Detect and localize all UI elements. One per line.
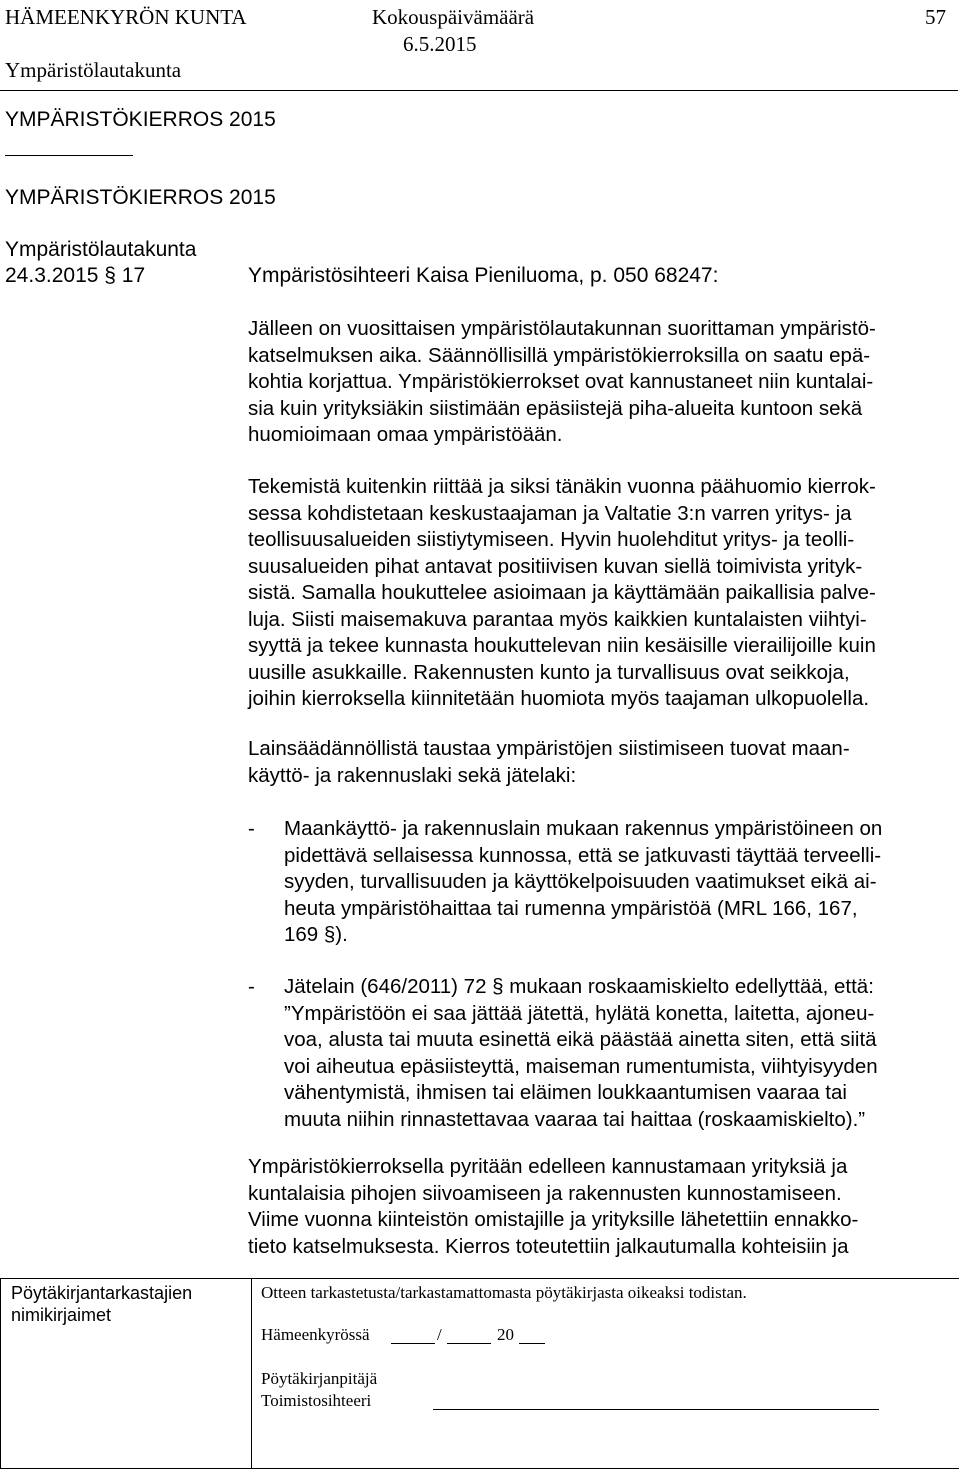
text-line: heuta ympäristöhaittaa tai rumenna ympäristöä (MRL 166, 167, xyxy=(284,896,858,920)
header-body-name: Ympäristölautakunta xyxy=(5,58,182,82)
day-blank xyxy=(391,1343,435,1344)
text-line: 169 §). xyxy=(284,923,348,946)
text-line: Jälleen on vuosittaisen ympäristölautakunnan suorittaman ympäristö- xyxy=(248,317,876,340)
text-line: Tekemistä kuitenkin riittää ja siksi tänäkin vuonna päähuomio kierrok- xyxy=(248,475,876,498)
year-blank xyxy=(519,1343,545,1344)
text-line: kuntalaisia pihojen siivoamiseen ja rakennusten kunnostamiseen. xyxy=(248,1181,842,1205)
text-line: muuta niihin rinnastettavaa vaaraa tai haittaa (roskaamiskielto).” xyxy=(284,1107,866,1131)
date-slash: / xyxy=(437,1325,442,1344)
text-line: tieto katselmuksesta. Kierros toteutettiin jalkautumalla kohteisiin ja xyxy=(248,1234,849,1258)
text-line: syyden, turvallisuuden ja käyttökelpoisuuden vaatimukset eikä ai- xyxy=(284,870,877,893)
year-prefix: 20 xyxy=(497,1325,514,1344)
text-line: suusalueiden pihat antavat positiivisen kuvan siellä toimivista yrityk- xyxy=(248,554,863,578)
bullet-dash: - xyxy=(248,817,255,840)
header-rule xyxy=(0,90,958,91)
text-line: pidettävä sellaisessa kunnossa, että se jatkuvasti täyttää terveelli- xyxy=(284,843,882,867)
text-line: kohtia korjattua. Ympäristökierrokset ovat kannustaneet niin kuntalai- xyxy=(248,370,874,393)
text-line: Jätelain (646/2011) 72 § mukaan roskaamiskielto edellyttää, että: xyxy=(284,975,874,998)
initials-label-1: Pöytäkirjantarkastajien xyxy=(11,1283,193,1303)
footer-divider xyxy=(251,1279,252,1468)
text-line: voa, alusta tai muuta esinettä eikä päästää ainetta siten, että siitä xyxy=(284,1028,877,1051)
text-line: Lainsäädännöllistä taustaa ympäristöjen siistimiseen tuovat maan- xyxy=(248,737,850,760)
meeting-date: 6.5.2015 xyxy=(403,32,477,56)
text-line: uusille asukkaille. Rakennusten kunto ja turvallisuus ovat seikkoja, xyxy=(248,660,850,684)
paragraph-closing xyxy=(248,1154,948,1260)
text-line: käyttö- ja rakennuslaki sekä jätelaki: xyxy=(248,763,577,787)
text-line: katselmuksen aika. Säännöllisillä ympäristökierroksilla on saatu epä- xyxy=(248,343,871,367)
text-line: ”Ympäristöön ei saa jättää jätettä, hylätä konetta, laitetta, ajoneu- xyxy=(284,1001,875,1025)
place-label: Hämeenkyrössä xyxy=(261,1325,370,1344)
text-line: teollisuusalueiden siistiytymiseen. Hyvin huolehditut yritys- ja teolli- xyxy=(248,528,855,551)
certification-text: Otteen tarkastetusta/tarkastamattomasta pöytäkirjasta oikeaksi todistan. xyxy=(261,1283,747,1302)
presenter-line: Ympäristösihteeri Kaisa Pieniluoma, p. 050 68247: xyxy=(248,264,719,287)
municipality-name: HÄMEENKYRÖN KUNTA xyxy=(5,5,247,29)
keeper-label: Pöytäkirjanpitäjä xyxy=(261,1369,378,1388)
text-line: joihin kierroksella kiinnitetään huomiota myös taajaman ulkopuolella. xyxy=(248,687,870,710)
paragraph-legislation xyxy=(248,736,948,789)
keeper-title: Toimistosihteeri xyxy=(261,1391,372,1410)
text-line: sessa kohdistetaan keskustaajaman ja Valtatie 3:n varren yritys- ja xyxy=(248,501,852,525)
initials-label-2: nimikirjaimet xyxy=(11,1305,112,1325)
bullet-dash: - xyxy=(248,975,255,998)
text-line: sistä. Samalla houkuttelee asioimaan ja käyttämään paikallisia palve- xyxy=(248,581,876,604)
text-line: Viime vuonna kiinteistön omistajille ja yrityksille lähetettiin ennakko- xyxy=(248,1208,859,1231)
heading-separator xyxy=(5,155,133,156)
text-line: vähentymistä, ihmisen tai eläimen loukkaantumisen vaaraa tai xyxy=(284,1081,847,1104)
paragraph-focus xyxy=(248,474,948,713)
meeting-date-section: 24.3.2015 § 17 xyxy=(5,264,146,287)
subsection-heading: YMPÄRISTÖKIERROS 2015 xyxy=(5,186,276,209)
text-line: voi aiheutua epäsiisteyttä, maiseman rumentumista, viihtyisyyden xyxy=(284,1054,878,1078)
meeting-date-label: Kokouspäivämäärä xyxy=(372,5,535,29)
text-line: luja. Siisti maisemakuva parantaa myös kaikkien kuntalaisten viihtyi- xyxy=(248,607,867,631)
text-line: huomioimaan omaa ympäristöään. xyxy=(248,423,563,446)
month-blank xyxy=(447,1343,491,1344)
text-line: Maankäyttö- ja rakennuslain mukaan rakennus ympäristöineen on xyxy=(284,817,883,840)
text-line: syyttä ja tekee kunnasta houkuttelevan niin kesäisille vierailijoille kuin xyxy=(248,634,876,657)
signature-blank xyxy=(433,1409,879,1410)
section-heading: YMPÄRISTÖKIERROS 2015 xyxy=(5,108,276,131)
text-line: Ympäristökierroksella pyritään edelleen kannustamaan yrityksiä ja xyxy=(248,1155,848,1178)
meeting-body: Ympäristölautakunta xyxy=(5,238,197,261)
page-number: 57 xyxy=(925,5,946,29)
paragraph-intro xyxy=(248,316,948,449)
text-line: sia kuin yrityksiäkin siistimään epäsiistejä piha-alueita kuntoon sekä xyxy=(248,396,863,420)
certification-footer xyxy=(0,1278,959,1469)
